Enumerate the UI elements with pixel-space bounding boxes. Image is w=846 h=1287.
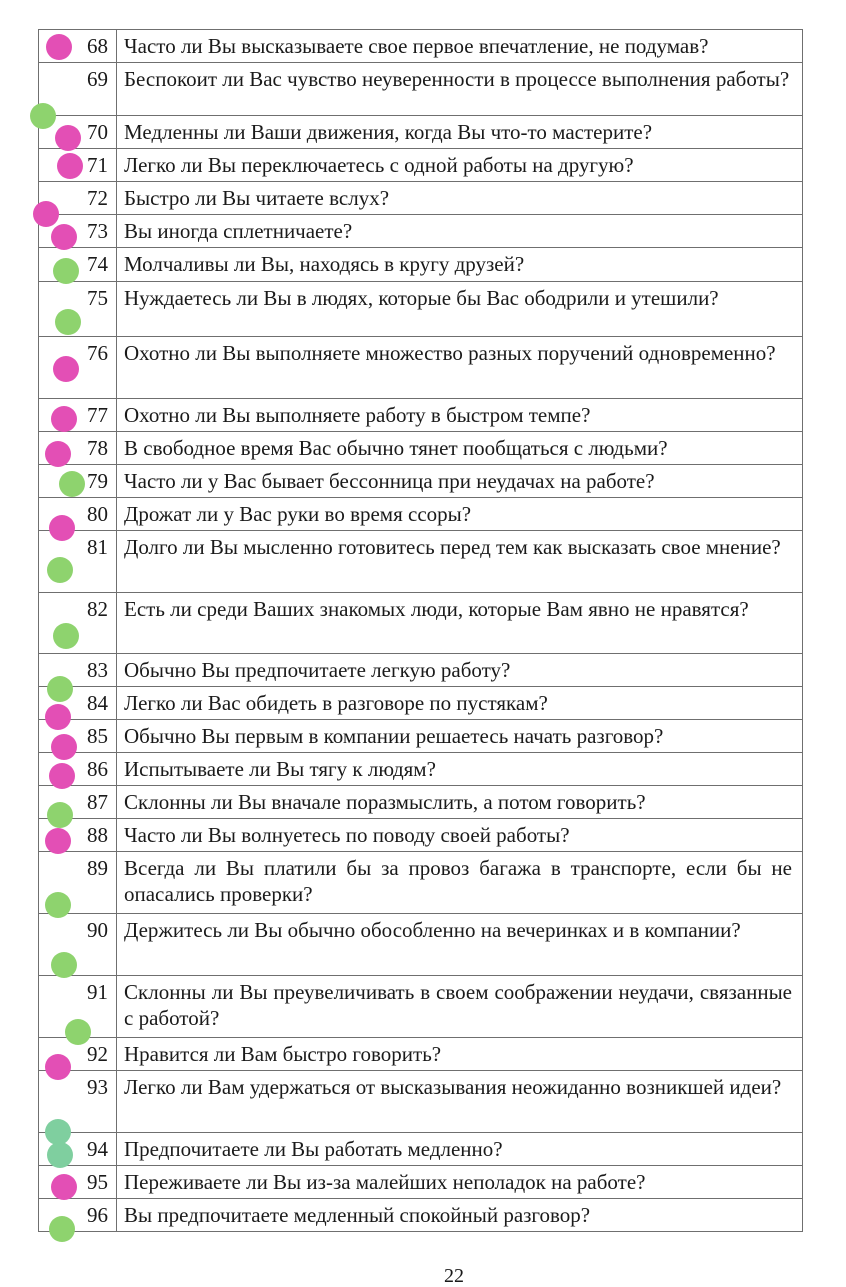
question-text: Часто ли у Вас бывает бессонница при неудачах на работе? [117, 465, 803, 497]
question-number-cell [39, 593, 117, 653]
question-number: 69 [87, 67, 108, 91]
question-row [39, 819, 803, 852]
question-text: Быстро ли Вы читаете вслух? [117, 182, 803, 214]
question-number: 70 [87, 120, 108, 144]
question-text: Молчаливы ли Вы, находясь в кругу друзей? [117, 248, 803, 281]
question-text: Нуждаетесь ли Вы в людях, которые бы Вас ободрили и утешили? [117, 282, 803, 336]
question-number: 76 [87, 341, 108, 365]
question-number-cell [39, 753, 117, 785]
question-text: Нравится ли Вам быстро говорить? [117, 1038, 803, 1070]
question-number-cell [39, 337, 117, 398]
question-text: Легко ли Вам удержаться от высказывания неожиданно возникшей идеи? [117, 1071, 803, 1132]
question-text: Медленны ли Ваши движения, когда Вы что-то мастерите? [117, 116, 803, 148]
question-number-cell [39, 30, 117, 62]
question-text: Всегда ли Вы платили бы за провоз багажа в транспорте, если бы не опасались проверки? [117, 852, 803, 913]
question-text: Держитесь ли Вы обычно обособленно на вечеринках и в компании? [117, 914, 803, 975]
highlight-marker-pink [45, 828, 71, 854]
question-number: 78 [87, 436, 108, 460]
question-number-cell [39, 914, 117, 975]
question-text: Охотно ли Вы выполняете множество разных поручений одновременно? [117, 337, 803, 398]
page-number: 22 [444, 1265, 464, 1287]
question-number-cell [39, 432, 117, 464]
question-row [39, 282, 803, 337]
highlight-marker-green [47, 557, 73, 583]
question-text: Вы предпочитаете медленный спокойный разговор? [117, 1199, 803, 1231]
question-number-cell [39, 852, 117, 913]
question-number: 91 [87, 980, 108, 1004]
question-number-cell [39, 248, 117, 281]
question-number-cell [39, 786, 117, 818]
question-number-cell [39, 399, 117, 431]
question-number: 90 [87, 918, 108, 942]
question-row [39, 976, 803, 1038]
question-number: 68 [87, 34, 108, 58]
highlight-marker-green [55, 309, 81, 335]
question-number-cell [39, 215, 117, 247]
question-text: Испытываете ли Вы тягу к людям? [117, 753, 803, 785]
question-number: 85 [87, 724, 108, 748]
highlight-marker-green [53, 623, 79, 649]
question-text: Обычно Вы первым в компании решаетесь начать разговор? [117, 720, 803, 752]
question-number-cell [39, 465, 117, 497]
question-number: 95 [87, 1170, 108, 1194]
question-number: 86 [87, 757, 108, 781]
highlight-marker-pink [51, 224, 77, 250]
question-number-cell [39, 1199, 117, 1231]
question-text: Долго ли Вы мысленно готовитесь перед тем как высказать свое мнение? [117, 531, 803, 592]
question-number-cell [39, 976, 117, 1037]
question-row [39, 182, 803, 215]
highlight-marker-teal [47, 1142, 73, 1168]
question-number: 80 [87, 502, 108, 526]
question-number: 88 [87, 823, 108, 847]
question-text: Вы иногда сплетничаете? [117, 215, 803, 247]
question-row [39, 1071, 803, 1133]
question-number: 96 [87, 1203, 108, 1227]
question-number: 73 [87, 219, 108, 243]
question-row [39, 63, 803, 116]
question-row [39, 465, 803, 498]
highlight-marker-pink [51, 1174, 77, 1200]
question-number-cell [39, 1133, 117, 1165]
question-row [39, 1133, 803, 1166]
question-row [39, 1199, 803, 1232]
question-number: 81 [87, 535, 108, 559]
question-row [39, 215, 803, 248]
question-number: 92 [87, 1042, 108, 1066]
question-row [39, 786, 803, 819]
question-number: 75 [87, 286, 108, 310]
question-row [39, 248, 803, 282]
question-number: 84 [87, 691, 108, 715]
question-number: 72 [87, 186, 108, 210]
question-number: 87 [87, 790, 108, 814]
question-number-cell [39, 819, 117, 851]
highlight-marker-green [51, 952, 77, 978]
question-number: 79 [87, 469, 108, 493]
question-number-cell [39, 687, 117, 719]
question-row [39, 593, 803, 654]
question-row [39, 337, 803, 399]
question-number: 77 [87, 403, 108, 427]
question-number-cell [39, 182, 117, 214]
highlight-marker-pink [45, 441, 71, 467]
question-row [39, 498, 803, 531]
highlight-marker-green [59, 471, 85, 497]
question-number-cell [39, 1071, 117, 1132]
highlight-marker-pink [51, 406, 77, 432]
question-number: 89 [87, 856, 108, 880]
question-text: Легко ли Вас обидеть в разговоре по пустякам? [117, 687, 803, 719]
question-number: 74 [87, 252, 108, 276]
highlight-marker-green [49, 1216, 75, 1242]
question-text: Переживаете ли Вы из-за малейших неполадок на работе? [117, 1166, 803, 1198]
question-row [39, 1166, 803, 1199]
question-row [39, 432, 803, 465]
question-text: Предпочитаете ли Вы работать медленно? [117, 1133, 803, 1165]
question-number-cell [39, 531, 117, 592]
question-text: Беспокоит ли Вас чувство неуверенности в процессе выполнения работы? [117, 63, 803, 115]
question-number: 71 [87, 153, 108, 177]
question-row [39, 1038, 803, 1071]
question-row [39, 531, 803, 593]
question-text: Легко ли Вы переключаетесь с одной работы на другую? [117, 149, 803, 181]
highlight-marker-pink [55, 125, 81, 151]
question-row [39, 687, 803, 720]
question-number-cell [39, 63, 117, 115]
question-number: 93 [87, 1075, 108, 1099]
question-text: Склонны ли Вы преувеличивать в своем соображении неудачи, связанные с работой? [117, 976, 803, 1037]
question-text: Есть ли среди Ваших знакомых люди, которые Вам явно не нравятся? [117, 593, 803, 653]
highlight-marker-pink [57, 153, 83, 179]
question-row [39, 30, 803, 63]
questionnaire-table [38, 29, 803, 1232]
question-text: Обычно Вы предпочитаете легкую работу? [117, 654, 803, 686]
question-text: Часто ли Вы волнуетесь по поводу своей работы? [117, 819, 803, 851]
question-row [39, 399, 803, 432]
question-number-cell [39, 116, 117, 148]
question-text: Охотно ли Вы выполняете работу в быстром темпе? [117, 399, 803, 431]
question-number-cell [39, 498, 117, 530]
question-number: 94 [87, 1137, 108, 1161]
question-row [39, 914, 803, 976]
highlight-marker-green [53, 258, 79, 284]
question-number-cell [39, 1166, 117, 1198]
question-text: Склонны ли Вы вначале поразмыслить, а потом говорить? [117, 786, 803, 818]
question-row [39, 720, 803, 753]
question-text: Часто ли Вы высказываете свое первое впечатление, не подумав? [117, 30, 803, 62]
question-number-cell [39, 654, 117, 686]
question-number-cell [39, 720, 117, 752]
question-number-cell [39, 1038, 117, 1070]
highlight-marker-pink [53, 356, 79, 382]
question-number: 82 [87, 597, 108, 621]
question-text: Дрожат ли у Вас руки во время ссоры? [117, 498, 803, 530]
question-row [39, 149, 803, 182]
question-number-cell [39, 149, 117, 181]
highlight-marker-pink [46, 34, 72, 60]
question-row [39, 654, 803, 687]
question-row [39, 852, 803, 914]
question-row [39, 753, 803, 786]
question-number-cell [39, 282, 117, 336]
question-text: В свободное время Вас обычно тянет пообщаться с людьми? [117, 432, 803, 464]
question-number: 83 [87, 658, 108, 682]
question-row [39, 116, 803, 149]
